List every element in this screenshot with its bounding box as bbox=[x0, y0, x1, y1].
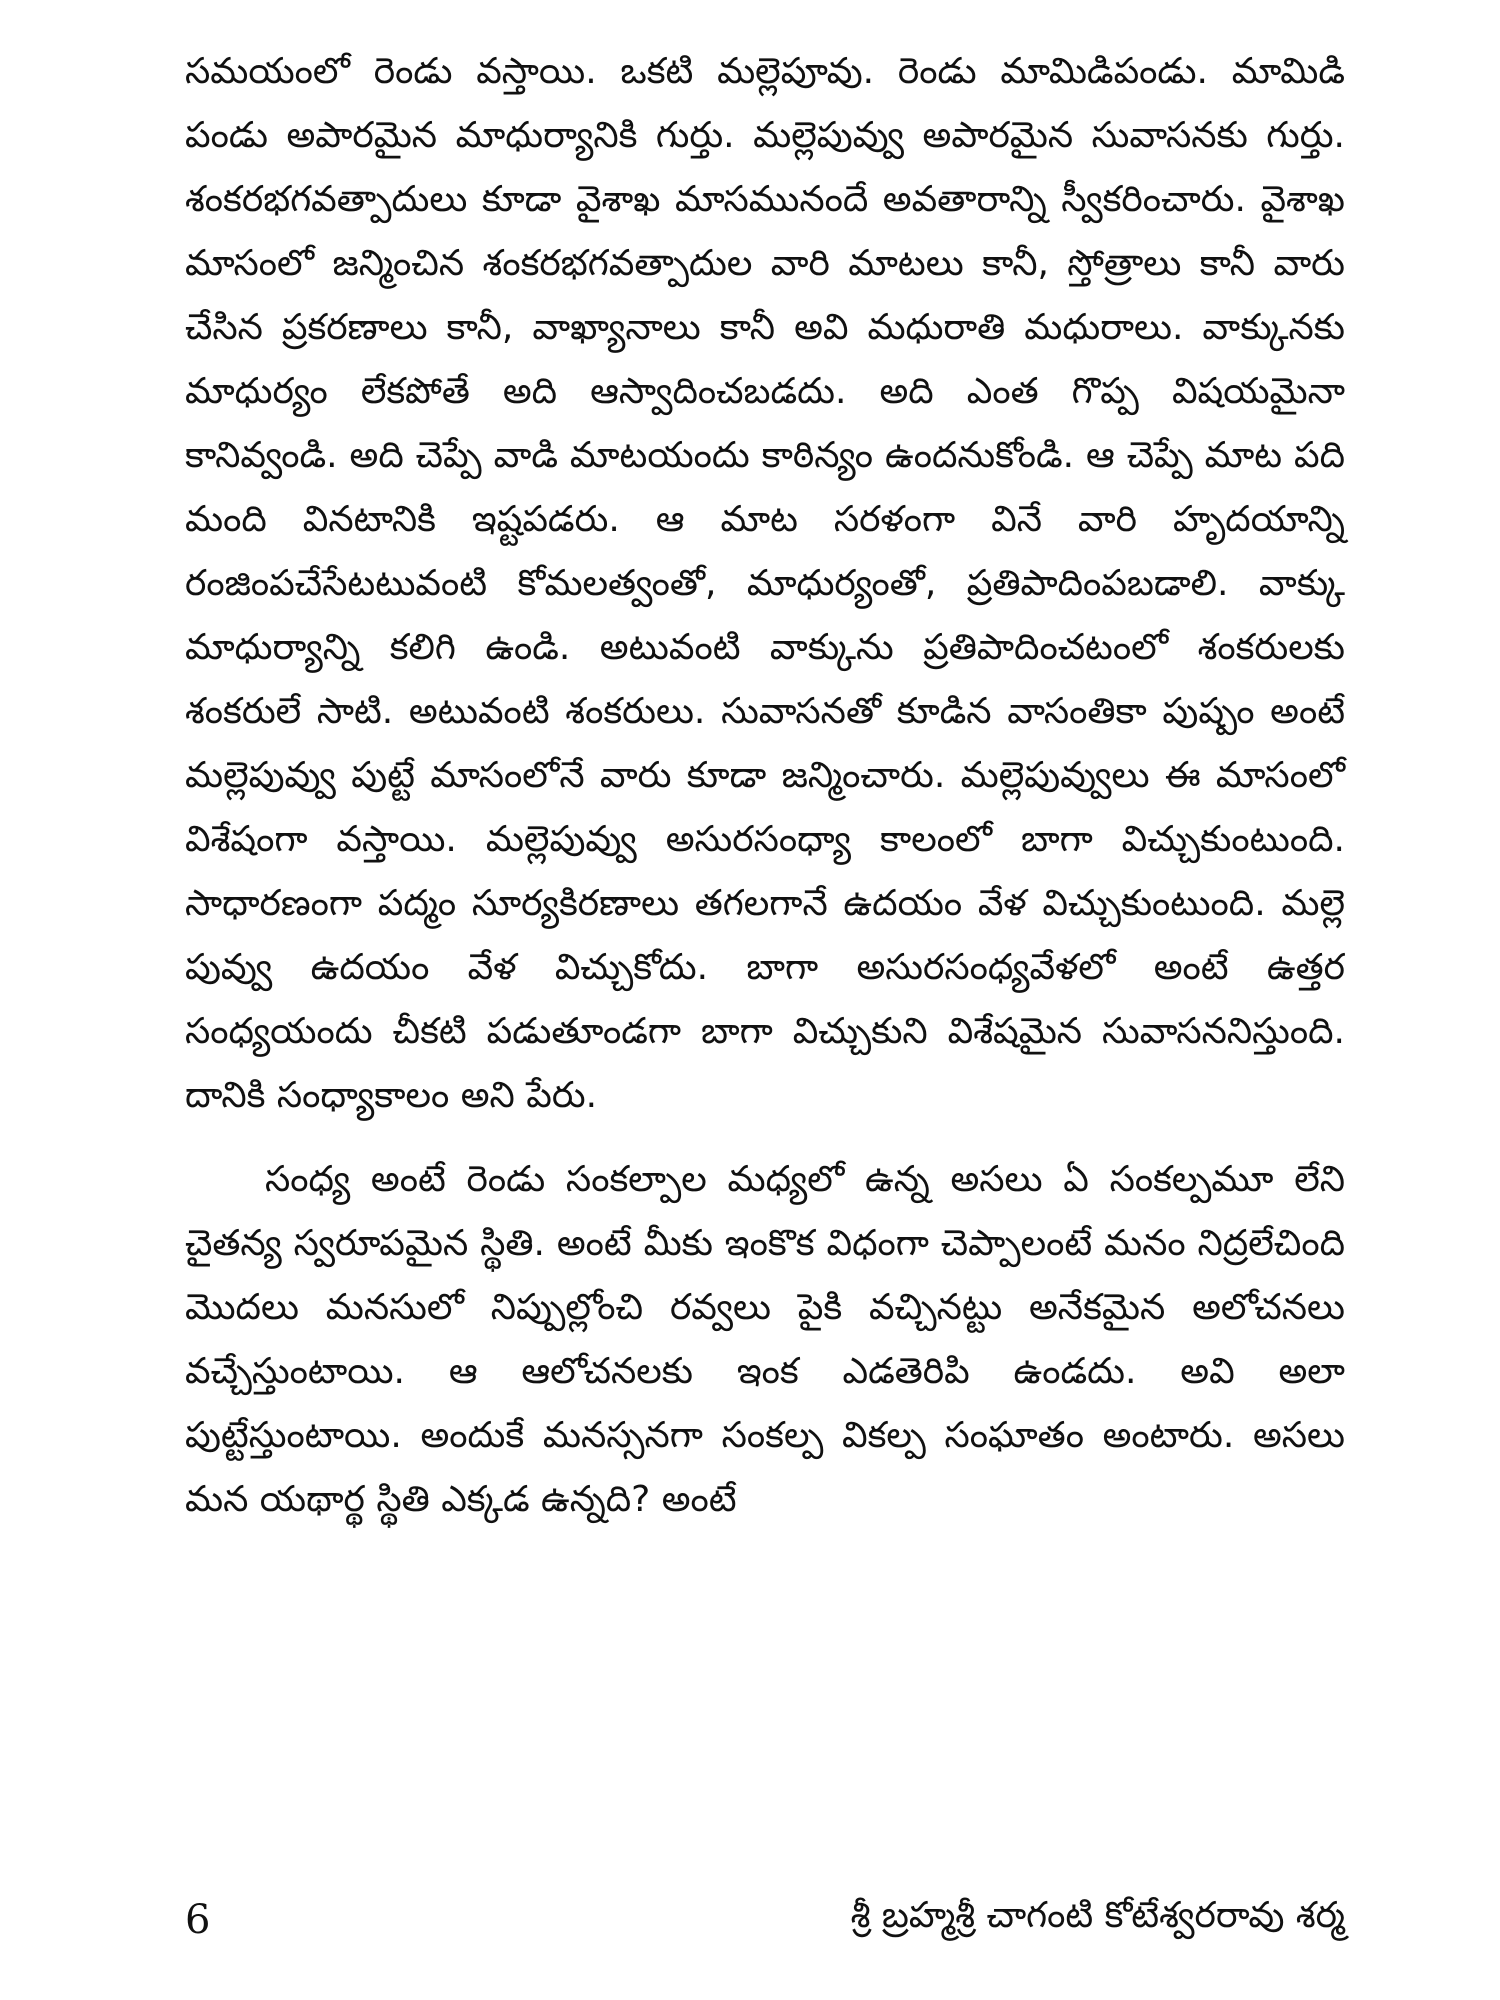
footer-author: శ్రీ బ్రహ్మశ్రీ చాగంటి కోటేశ్వరరావు శర్మ bbox=[850, 1895, 1345, 1936]
page-number: 6 bbox=[185, 1897, 211, 1943]
body-text bbox=[185, 40, 1345, 1532]
book-page bbox=[185, 40, 1345, 1960]
paragraph-1: సమయంలో రెండు వస్తాయి. ఒకటి మల్లెపూవు. రెండు మామిడిపండు. మామిడి పండు అపారమైన మాధుర్యానికి గుర్తు. మల్లెపువ్వు అపారమైన సువాసనకు గుర్తు. శంకరభగవత్పాదులు కూడా వైశాఖ మాసమునందే అవతారాన్ని స్వీకరించారు. వైశాఖ మాసంలో జన్మించిన శంకరభగవత్పాదుల వారి మాటలు కానీ, స్తోత్రాలు కానీ వారు చేసిన ప్రకరణాలు కానీ, వాఖ్యానాలు కానీ అవి మధురాతి మధురాలు. వాక్కునకు మాధుర్యం లేకపోతే అది ఆస్వాదించబడదు. అది ఎంత గొప్ప విషయమైనా కానివ్వండి. అది చెప్పే వాడి మాటయందు కాఠిన్యం ఉందనుకోండి. ఆ చెప్పే మాట పది మంది వినటానికి ఇష్టపడరు. ఆ మాట సరళంగా వినే వారి హృదయాన్ని రంజింపచేసేటటువంటి కోమలత్వంతో, మాధుర్యంతో, ప్రతిపాదింపబడాలి. వాక్కు మాధుర్యాన్ని కలిగి ఉండి. అటువంటి వాక్కును ప్రతిపాదించటంలో శంకరులకు శంకరులే సాటి. అటువంటి శంకరులు. సువాసనతో కూడిన వాసంతికా పుష్పం అంటే మల్లెపువ్వు పుట్టే మాసంలోనే వారు కూడా జన్మించారు. మల్లెపువ్వులు ఈ మాసంలో విశేషంగా వస్తాయి. మల్లెపువ్వు అసురసంధ్యా కాలంలో బాగా విచ్చుకుంటుంది. సాధారణంగా పద్మం సూర్యకిరణాలు తగలగానే ఉదయం వేళ విచ్చుకుంటుంది. మల్లె పువ్వు ఉదయం వేళ విచ్చుకోదు. బాగా అసురసంధ్యవేళలో అంటే ఉత్తర సంధ్యయందు చీకటి పడుతూండగా బాగా విచ్చుకుని విశేషమైన సువాసననిస్తుంది. దానికి సంధ్యాకాలం అని పేరు. bbox=[185, 51, 1345, 1116]
page-footer bbox=[185, 1890, 1345, 1950]
paragraph-2: సంధ్య అంటే రెండు సంకల్పాల మధ్యలో ఉన్న అసలు ఏ సంకల్పమూ లేని చైతన్య స్వరూపమైన స్థితి. అంటే మీకు ఇంకొక విధంగా చెప్పాలంటే మనం నిద్రలేచింది మొదలు మనసులో నిప్పుల్లోంచి రవ్వలు పైకి వచ్చినట్టు అనేకమైన అలోచనలు వచ్చేస్తుంటాయి. ఆ ఆలోచనలకు ఇంక ఎడతెరిపి ఉండదు. అవి అలా పుట్టేస్తుంటాయి. అందుకే మనస్సనగా సంకల్ప వికల్ప సంఘాతం అంటారు. అసలు మన యథార్థ స్థితి ఎక్కడ ఉన్నది? అంటే bbox=[185, 1159, 1345, 1520]
